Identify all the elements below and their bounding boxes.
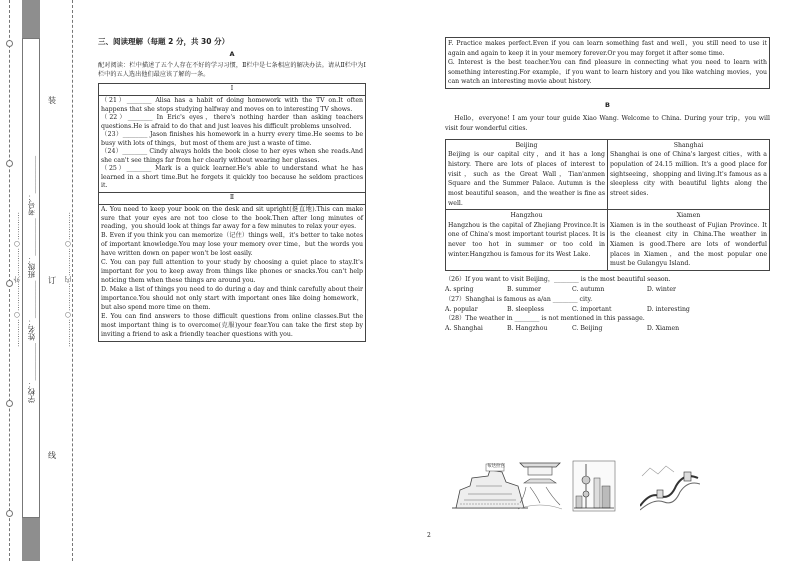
question-stem: （28）The weather in ________ is not mentioned in this passage. xyxy=(445,315,645,323)
seal-mark-mid: 订 xyxy=(48,276,56,285)
question-options xyxy=(445,285,770,295)
seal-mark-bot: 线 xyxy=(48,451,56,460)
sketch-shanghai-skyline xyxy=(572,460,616,512)
inner-margin-marks: …………○…………内…………○………… xyxy=(64,212,72,348)
city-text: Xiamen is in the southeast of Fujian Province. It is the cleanest city in China.The weather in Xiamen is good.There are lots of wonderful places in Xiamen，and the most popular one must be Gulangyu Island. xyxy=(610,221,767,268)
sketch-great-wall xyxy=(640,462,700,512)
city-cell-hangzhou xyxy=(446,210,608,271)
city-cell-beijing xyxy=(446,139,608,209)
question-stem: （27）Shanghai is famous as a/an ________ city. xyxy=(445,295,593,303)
outer-margin-marks: …………○…………外…………○………… xyxy=(13,212,21,348)
matching-table xyxy=(98,83,366,342)
cities-table xyxy=(445,139,770,271)
option[interactable]: C. Beijing xyxy=(571,325,603,333)
col1-item: （24）________ Cindy always holds the book close to her eyes when she reads.And she can't see things far from her clearly without wearing her glasses. xyxy=(101,148,363,164)
city-name: Hangzhou xyxy=(510,212,543,220)
option[interactable]: B. sleepless xyxy=(506,305,544,313)
section-title: 三、阅读理解（每题 2 分，共 30 分） xyxy=(98,37,230,46)
matching-table-cont xyxy=(445,37,770,89)
col2-head: Ⅱ xyxy=(99,192,366,204)
col2-cell-cont xyxy=(446,38,770,89)
sketch-caption: 布达拉宫 xyxy=(487,464,505,469)
col1-item: （22）________ In Eric's eyes，there's nothing harder than asking teachers questions.He is afraid to do that and just leaves his difficult problems unsolved. xyxy=(101,114,363,130)
col1-head: Ⅰ xyxy=(99,84,366,96)
col1-item: （23）________ Jason finishes his homework in a hurry every time.He seems to be busy with lots of things，but most of them are just a waste of time. xyxy=(101,131,363,147)
option[interactable]: C. important xyxy=(571,305,612,313)
option[interactable]: B. summer xyxy=(506,285,541,293)
col2-item: C. You can pay full attention to your study by choosing a quiet place to stay.It's important for you to keep away from things like phones or snacks.You can't help noticing them when these things are around you. xyxy=(101,259,363,285)
part-b-label: B xyxy=(605,101,610,110)
intro: Hello，everyone! I am your tour guide Xiao Wang. Welcome to China. During your trip，you will visit four wonderful cities. xyxy=(445,115,770,132)
col2-item: B. Even if you think you can memorize（记住）things well，it's better to take notes of important knowledge.You may lose your memory over time，but the words you have written down on paper won't be lost easily. xyxy=(101,232,363,258)
sketch-temple xyxy=(516,457,564,513)
col2-cell xyxy=(99,204,366,342)
question-options xyxy=(445,305,770,315)
question-options xyxy=(445,324,770,334)
option[interactable]: B. Hangzhou xyxy=(506,325,548,333)
instruction: 配对阅读：栏中描述了五个人存在不好的学习习惯，Ⅱ栏中是七条相应的解决办法。请从Ⅱ栏中为Ⅰ栏中的五人选出他们最应该了解的一条。 xyxy=(98,62,366,78)
city-name: Shanghai xyxy=(673,141,704,149)
page-number: 2 xyxy=(427,532,431,539)
option[interactable]: A. Shanghai xyxy=(445,325,483,333)
question-stem: （26）If you want to visit Beijing，________ is the most beautiful season. xyxy=(445,275,671,283)
seal-mark-top: 装 xyxy=(48,96,56,105)
part-a-label: A xyxy=(229,50,235,59)
option[interactable]: A. popular xyxy=(445,305,478,313)
left-page xyxy=(98,37,366,342)
option[interactable]: C. autumn xyxy=(571,285,605,293)
city-text: Beijing is our capital city，and it has a long history. There are lots of places of interest to visit，such as the Great Wall，Tian'anmen Square and the Summer Palace. Autumn is the most beautiful season，and the weather is fine as well. xyxy=(448,151,605,207)
right-page xyxy=(445,37,770,334)
city-text: Shanghai is one of China's largest cities，with a population of 24.15 million. It's a good place for sightseeing，shopping and living.It's famous as a sleepless city with beautiful lights along the street sides. xyxy=(610,151,767,197)
col1-item: （25）________ Mark is a quick learner.He's able to understand what he has learned in a short time.But he forgets it quickly too because he seldom practices it. xyxy=(101,165,363,190)
col1-item: （21）________ Alisa has a habit of doing homework with the TV on.It often happens that she stops studying halfway and moves on to interesting TV shows. xyxy=(101,96,363,113)
city-name: Xiamen xyxy=(676,212,701,220)
question-list xyxy=(445,275,770,335)
col1-cell xyxy=(99,95,366,192)
option[interactable]: D. interesting xyxy=(646,305,690,313)
city-text: Hangzhou is the capital of Zhejiang Province.It is one of China's most important tourist places. It is never too hot in summer or too cold in winter.Hangzhou is famous for its West Lake. xyxy=(448,221,605,258)
binding-margin xyxy=(0,0,86,561)
student-info-box xyxy=(22,38,40,518)
option[interactable]: D. winter xyxy=(646,285,676,293)
option[interactable]: A. spring xyxy=(445,285,474,293)
col2-item: A. You need to keep your book on the desk and sit upright(挺直地).This can make sure that your eyes are not too close to the book.Then after long minutes of reading，you should look at things far away for a few minutes to relax your eyes. xyxy=(101,205,363,231)
col2-item: F. Practice makes perfect.Even if you can learn something fast and well，you still need to use it again and again to keep it in your memory forever.Or you may forget it after some time. xyxy=(448,40,767,57)
city-cell-shanghai xyxy=(608,139,770,209)
city-cell-xiamen xyxy=(608,210,770,271)
student-fields[interactable]: 学校：__________ 姓名：__________ 班级：__________ 考号：__________ xyxy=(27,155,36,403)
col2-item: E. You can find answers to those difficult questions from online classes.But the most important thing is to overcome(克服)your fear.You can take the first step by inviting a friend to ask a friendly teacher questions with you. xyxy=(101,313,363,339)
city-name: Beijing xyxy=(515,141,538,149)
col2-item: G. Interest is the best teacher.You can find pleasure in connecting what you need to learn with something interesting.For example，if you want to learn history and you like watching movies，you can watch an interesting movie about history. xyxy=(448,59,767,86)
option[interactable]: D. Xiamen xyxy=(646,325,680,333)
col2-item: D. Make a list of things you need to do during a day and think carefully about their importance.You should not only start with important ones like doing homework，but also spend more time on them. xyxy=(101,286,363,312)
